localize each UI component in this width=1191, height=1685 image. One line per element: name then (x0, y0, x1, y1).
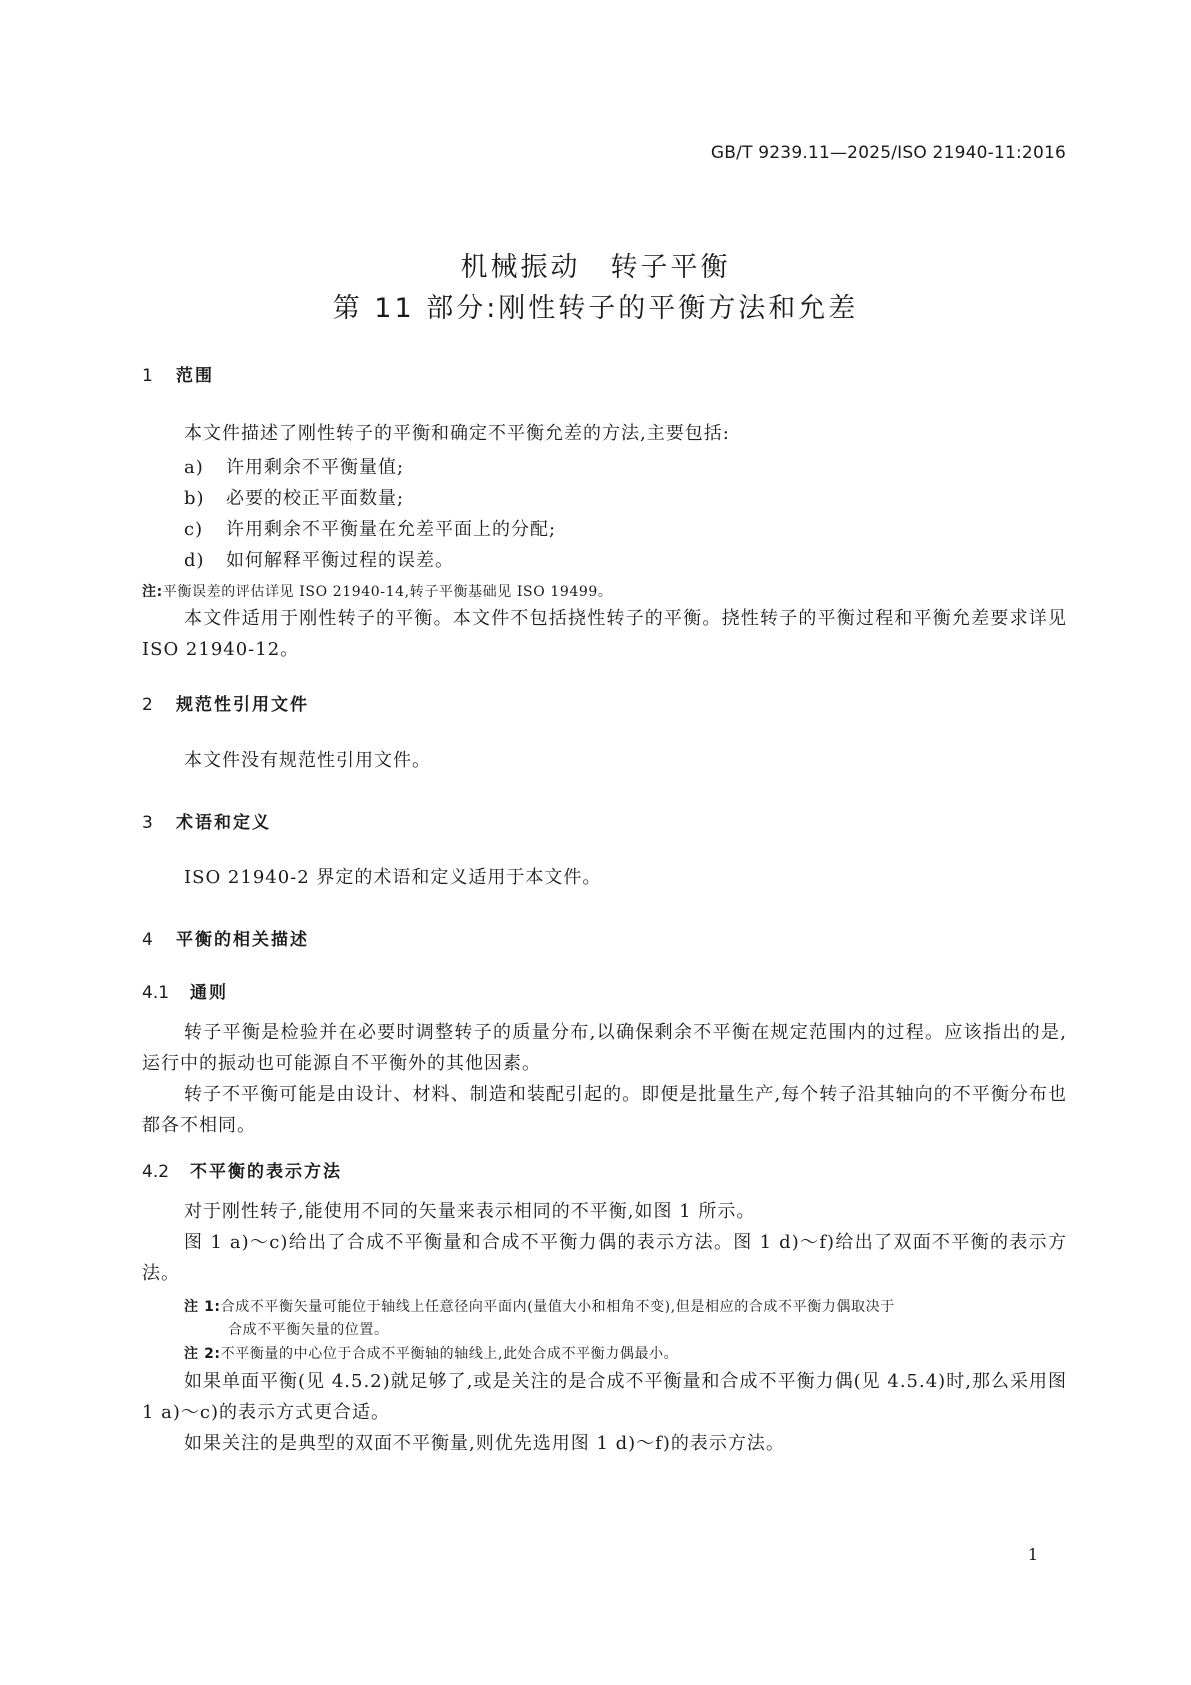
section-1-intro: 本文件描述了刚性转子的平衡和确定不平衡允差的方法,主要包括: (184, 423, 730, 444)
subsection-4-1-heading (142, 978, 228, 1003)
section-number: 2 (142, 695, 153, 715)
section-2-heading (142, 690, 309, 715)
note-2 (184, 1343, 678, 1363)
note-1 (184, 1296, 895, 1316)
section-number: 4 (142, 930, 153, 950)
list-marker: c) (184, 519, 204, 540)
subsection-4-2-heading (142, 1157, 342, 1182)
section-title: 范围 (176, 366, 214, 386)
list-text: 许用剩余不平衡量在允差平面上的分配; (226, 519, 557, 540)
page-number: 1 (1027, 1545, 1038, 1564)
section-1-heading (142, 361, 214, 386)
section-number: 1 (142, 366, 153, 386)
section-title: 平衡的相关描述 (176, 930, 309, 950)
title-line-1: 机械振动 转子平衡 (460, 252, 731, 283)
section-title: 规范性引用文件 (176, 695, 309, 715)
section-1-paragraph-2: 本文件适用于刚性转子的平衡。本文件不包括挠性转子的平衡。挠性转子的平衡过程和平衡允差要求详见 ISO 21940-12。 (142, 608, 1067, 660)
section-3-paragraph: ISO 21940-2 界定的术语和定义适用于本文件。 (184, 867, 602, 888)
subsection-title: 通则 (190, 983, 228, 1003)
list-text: 如何解释平衡过程的误差。 (226, 550, 454, 571)
subsection-number: 4.2 (142, 1162, 170, 1182)
section-number: 3 (142, 813, 153, 833)
list-item (184, 546, 454, 572)
list-text: 必要的校正平面数量; (226, 488, 405, 509)
note-label: 注: (142, 584, 163, 600)
title-line-2: 第 11 部分:刚性转子的平衡方法和允差 (332, 293, 859, 324)
note-label: 注 2: (184, 1346, 221, 1362)
note-text: 平衡误差的评估详见 ISO 21940-14,转子平衡基础见 ISO 19499。 (162, 584, 613, 600)
list-marker: b) (184, 488, 205, 509)
list-item (184, 515, 556, 541)
subsection-title: 不平衡的表示方法 (190, 1162, 342, 1182)
note (142, 581, 612, 601)
note-label: 注 1: (184, 1299, 221, 1315)
list-text: 许用剩余不平衡量值; (226, 457, 405, 478)
list-item (184, 453, 404, 479)
note-1-continuation: 合成不平衡矢量的位置。 (228, 1322, 389, 1338)
note-text: 不平衡量的中心位于合成不平衡轴的轴线上,此处合成不平衡力偶最小。 (220, 1346, 679, 1362)
note-text: 合成不平衡矢量可能位于轴线上任意径向平面内(量值大小和相角不变),但是相应的合成不平衡力偶取决于 (220, 1299, 895, 1315)
section-2-paragraph: 本文件没有规范性引用文件。 (184, 750, 431, 771)
subsection-4-2-paragraph-1: 对于刚性转子,能使用不同的矢量来表示相同的不平衡,如图 1 所示。 (184, 1201, 756, 1222)
subsection-4-2-paragraph-3: 如果单面平衡(见 4.5.2)就足够了,或是关注的是合成不平衡量和合成不平衡力偶(见 4.5.4)时,那么采用图 1 a)～c)的表示方式更合适。 (142, 1371, 1067, 1423)
section-4-heading (142, 925, 309, 950)
list-marker: d) (184, 550, 205, 571)
standard-code: GB/T 9239.11—2025/ISO 21940-11:2016 (710, 143, 1066, 163)
section-3-heading (142, 808, 271, 833)
list-marker: a) (184, 457, 204, 478)
list-item (184, 484, 404, 510)
subsection-number: 4.1 (142, 983, 170, 1003)
subsection-4-1-paragraph-2: 转子不平衡可能是由设计、材料、制造和装配引起的。即便是批量生产,每个转子沿其轴向的不平衡分布也都各不相同。 (142, 1084, 1067, 1136)
subsection-4-2-paragraph-4: 如果关注的是典型的双面不平衡量,则优先选用图 1 d)～f)的表示方法。 (184, 1433, 785, 1454)
subsection-4-1-paragraph-1: 转子平衡是检验并在必要时调整转子的质量分布,以确保剩余不平衡在规定范围内的过程。应该指出的是,运行中的振动也可能源自不平衡外的其他因素。 (142, 1022, 1067, 1074)
subsection-4-2-paragraph-2: 图 1 a)～c)给出了合成不平衡量和合成不平衡力偶的表示方法。图 1 d)～f)给出了双面不平衡的表示方法。 (142, 1232, 1067, 1284)
section-title: 术语和定义 (176, 813, 271, 833)
